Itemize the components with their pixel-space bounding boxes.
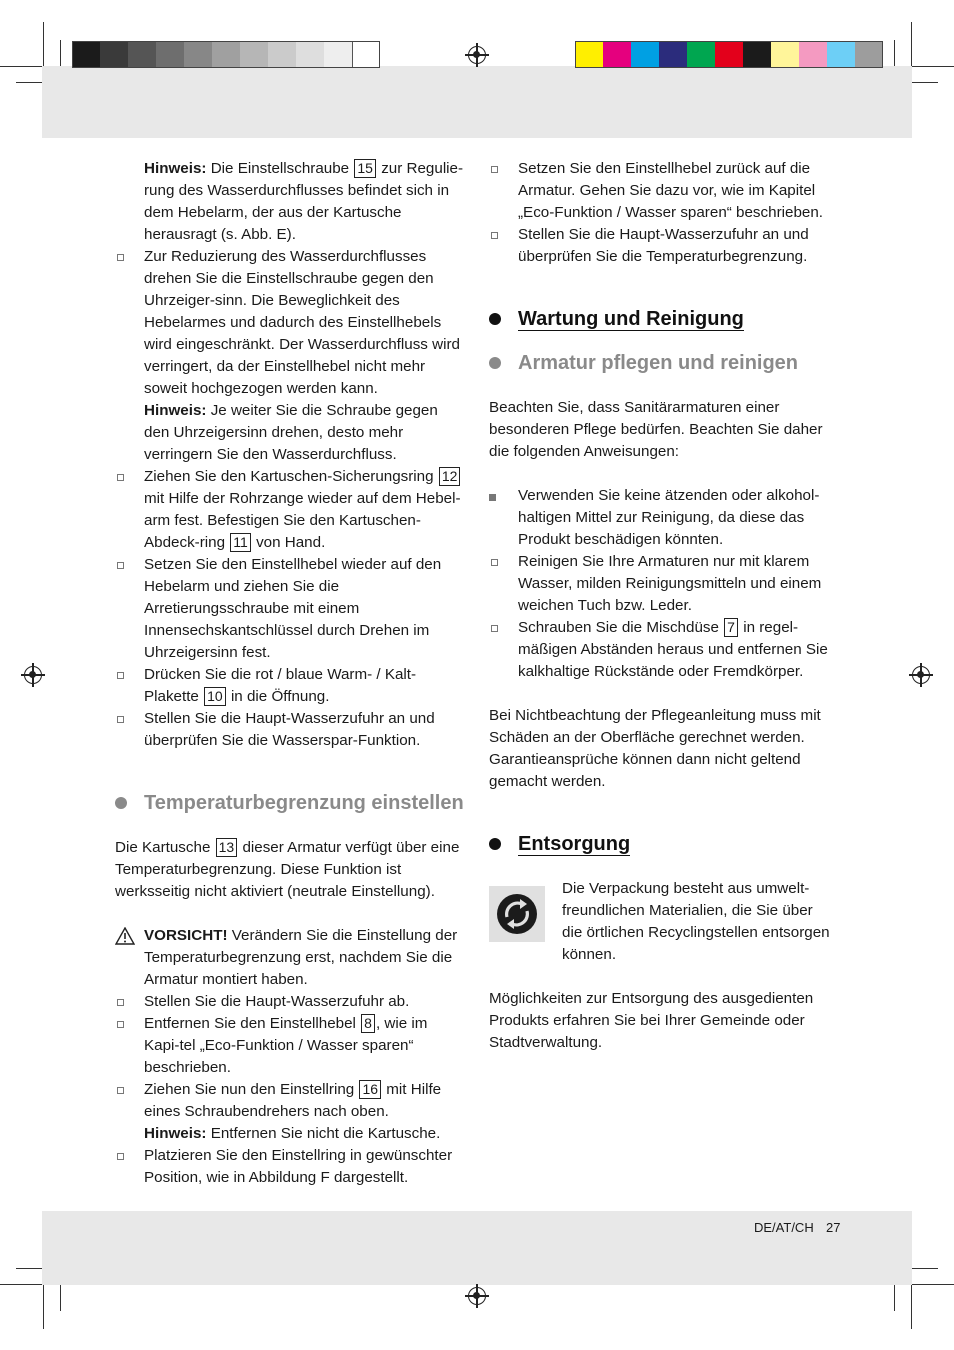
registration-mark-icon	[468, 1287, 486, 1305]
crop-mark	[60, 1285, 61, 1311]
crop-mark	[16, 82, 42, 83]
crop-mark	[894, 40, 895, 66]
list-item: Ziehen Sie den Kartuschen-Sicherungsring 12 mit Hilfe der Rohrzange wieder auf dem Hebel-arm fest. Befestigen Sie den Kartuschen-Abdeck-ring 11 von Hand.	[115, 466, 467, 554]
paragraph: Beachten Sie, dass Sanitärarmaturen einer besonderen Pflege bedürfen. Beachten Sie daher die folgenden Anweisungen:	[489, 399, 823, 460]
left-column	[115, 158, 467, 1189]
crop-mark	[911, 1285, 912, 1329]
list-item: Drücken Sie die rot / blaue Warm- / Kalt-Plakette 10 in die Öffnung.	[115, 664, 467, 708]
checkbox-bullet-icon	[117, 1153, 124, 1160]
header-band	[42, 66, 912, 138]
list-item: Setzen Sie den Einstellhebel wieder auf den Hebelarm und ziehen Sie die Arretierungsschraube mit einem Innensechskantschlüssel durch Drehen im Uhrzeigersinn fest.	[115, 554, 467, 664]
section-heading: Entsorgung	[489, 833, 831, 855]
crop-mark	[60, 40, 61, 66]
list-item: Verwenden Sie keine ätzenden oder alkohol-haltigen Mittel zur Reinigung, da diese das Produkt beschädigen könnten.	[489, 485, 831, 551]
list-item: Platzieren Sie den Einstellring in gewünschter Position, wie in Abbildung F dargestellt.	[115, 1145, 467, 1189]
checkbox-bullet-icon	[491, 559, 498, 566]
registration-mark-icon	[468, 46, 486, 64]
section-heading: Temperaturbegrenzung einstellen	[115, 792, 467, 814]
bullet-dot-icon	[489, 357, 501, 369]
crop-mark	[894, 1285, 895, 1311]
crop-mark	[16, 1268, 42, 1269]
registration-mark-icon	[24, 666, 42, 684]
green-dot-logo	[489, 886, 545, 942]
checkbox-bullet-icon	[117, 716, 124, 723]
footer-country: DE/AT/CH	[754, 1220, 814, 1235]
list-item: Ziehen Sie nun den Einstellring 16 mit Hilfe eines Schraubendrehers nach oben.	[115, 1079, 467, 1123]
crop-mark	[0, 1284, 42, 1285]
list-item: Entfernen Sie den Einstellhebel 8 , wie im Kapi-tel „Eco-Funktion / Wasser sparen“ beschrieben.	[115, 1013, 467, 1079]
crop-mark	[912, 1268, 938, 1269]
square-bullet-icon	[489, 494, 496, 501]
page-number: 27	[826, 1220, 841, 1235]
crop-mark	[912, 66, 954, 67]
bullet-dot-icon	[115, 797, 127, 809]
list-item: Stellen Sie die Haupt-Wasserzufuhr an und überprüfen Sie die Wasserspar-Funktion.	[115, 708, 467, 752]
crop-mark	[0, 66, 42, 67]
crop-mark	[912, 1284, 954, 1285]
warning-triangle-icon	[115, 927, 135, 945]
checkbox-bullet-icon	[117, 562, 124, 569]
color-bar-frame	[72, 41, 380, 68]
hint-paragraph: Hinweis: Je weiter Sie die Schraube gegen den Uhrzeigersinn drehen, desto mehr verringern Sie den Wasserdurchfluss.	[144, 402, 438, 463]
hint-paragraph: Hinweis: Die Einstellschraube 15 zur Regulie-rung des Wasserdurchflusses befindet sich in dem Hebelarm, der aus der Kartusche herausragt (s. Abb. E).	[144, 160, 464, 243]
checkbox-bullet-icon	[117, 999, 124, 1006]
list-item: Stellen Sie die Haupt-Wasserzufuhr an und überprüfen Sie die Temperaturbegrenzung.	[489, 224, 831, 268]
section-heading: Armatur pflegen und reinigen	[489, 352, 831, 374]
checkbox-bullet-icon	[491, 625, 498, 632]
crop-mark	[43, 1285, 44, 1329]
crop-mark	[43, 22, 44, 66]
section-heading: Wartung und Reinigung	[489, 308, 831, 330]
paragraph: Die Verpackung besteht aus umwelt-freundlichen Materialien, die Sie über die örtlichen Recyclingstellen entsorgen können.	[562, 880, 830, 963]
checkbox-bullet-icon	[117, 474, 124, 481]
list-item: Reinigen Sie Ihre Armaturen nur mit klarem Wasser, milden Reinigungsmitteln und einem weichen Tuch bzw. Leder.	[489, 551, 831, 617]
bullet-dot-icon	[489, 313, 501, 325]
list-item: Zur Reduzierung des Wasserdurchflusses drehen Sie die Einstellschraube gegen den Uhrzeiger-sinn. Die Beweglichkeit des Hebelarmes und dadurch des Einstellhebels wird eingeschränkt. Der Wasserdurchfluss wird verringert, da der Einstellhebel nicht mehr soweit hochgezogen werden kann.	[115, 246, 467, 400]
paragraph: Möglichkeiten zur Entsorgung des ausgedienten Produkts erfahren Sie bei Ihrer Gemeinde oder Stadtverwaltung.	[489, 990, 814, 1051]
recycling-arrows-icon	[489, 886, 545, 942]
checkbox-bullet-icon	[117, 672, 124, 679]
checkbox-bullet-icon	[117, 254, 124, 261]
hint-paragraph: Hinweis: Entfernen Sie nicht die Kartusche.	[144, 1125, 441, 1142]
warning-paragraph: VORSICHT! Verändern Sie die Einstellung der Temperaturbegrenzung erst, nachdem Sie die Armatur montiert haben.	[115, 925, 467, 991]
checkbox-bullet-icon	[117, 1087, 124, 1094]
list-item: Setzen Sie den Einstellhebel zurück auf die Armatur. Gehen Sie dazu vor, wie im Kapitel „Eco-Funktion / Wasser sparen“ beschrieben.	[489, 158, 831, 224]
crop-mark	[911, 22, 912, 66]
list-item: Schrauben Sie die Mischdüse 7 in regel-mäßigen Abständen heraus und entfernen Sie kalkhaltige Rückstände oder Fremdkörper.	[489, 617, 831, 683]
checkbox-bullet-icon	[117, 1021, 124, 1028]
bullet-dot-icon	[489, 838, 501, 850]
color-bar-frame	[575, 41, 883, 68]
paragraph: Die Kartusche 13 dieser Armatur verfügt über eine Temperaturbegrenzung. Diese Funktion ist werksseitig nicht aktiviert (neutrale Einstellung).	[115, 839, 460, 900]
paragraph: Bei Nichtbeachtung der Pflegeanleitung muss mit Schäden an der Oberfläche gerechnet werden. Garantieansprüche können dann nicht geltend gemacht werden.	[489, 707, 821, 790]
crop-mark	[912, 82, 938, 83]
checkbox-bullet-icon	[491, 166, 498, 173]
registration-mark-icon	[912, 666, 930, 684]
checkbox-bullet-icon	[491, 232, 498, 239]
list-item: Stellen Sie die Haupt-Wasserzufuhr ab.	[115, 991, 467, 1013]
